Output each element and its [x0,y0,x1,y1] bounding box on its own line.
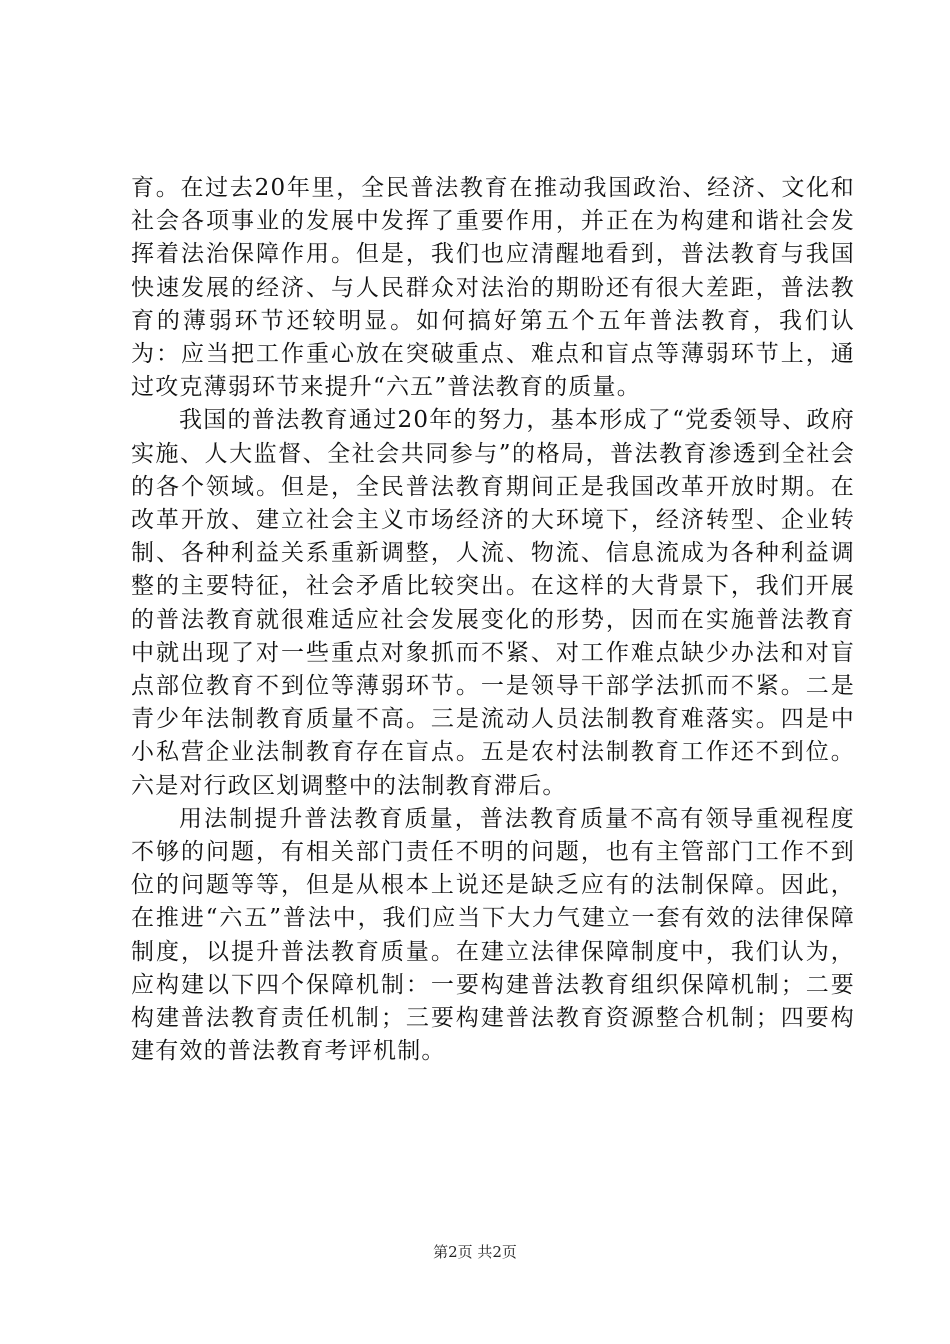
paragraph: 用法制提升普法教育质量，普法教育质量不高有领导重视程度不够的问题，有相关部门责任不明的问题，也有主管部门工作不到位的问题等等，但是从根本上说还是缺乏应有的法制保障。因此，在推进“六五”普法中，我们应当下大力气建立一套有效的法律保障制度，以提升普法教育质量。在建立法律保障制度中，我们认为，应构建以下四个保障机制：一要构建普法教育组织保障机制；二要构建普法教育责任机制；三要构建普法教育资源整合机制；四要构建有效的普法教育考评机制。 [131,805,855,1065]
document-body [131,172,855,1068]
paragraph: 我国的普法教育通过20年的努力，基本形成了“党委领导、政府实施、人大监督、全社会共同参与”的格局，普法教育渗透到全社会的各个领域。但是，全民普法教育期间正是我国改革开放时期。在改革开放、建立社会主义市场经济的大环境下，经济转型、企业转制、各种利益关系重新调整，人流、物流、信息流成为各种利益调整的主要特征，社会矛盾比较突出。在这样的大背景下，我们开展的普法教育就很难适应社会发展变化的形势，因而在实施普法教育中就出现了对一些重点对象抓而不紧、对工作难点缺少办法和对盲点部位教育不到位等薄弱环节。一是领导干部学法抓而不紧。二是青少年法制教育质量不高。三是流动人员法制教育难落实。四是中小私营企业法制教育存在盲点。五是农村法制教育工作还不到位。六是对行政区划调整中的法制教育滞后。 [131,407,855,799]
page-number-footer: 第2页 共2页 [433,1243,517,1261]
paragraph-continued: 育。在过去20年里，全民普法教育在推动我国政治、经济、文化和社会各项事业的发展中发挥了重要作用，并正在为构建和谐社会发挥着法治保障作用。但是，我们也应清醒地看到，普法教育与我国快速发展的经济、与人民群众对法治的期盼还有很大差距，普法教育的薄弱环节还较明显。如何搞好第五个五年普法教育，我们认为：应当把工作重心放在突破重点、难点和盲点等薄弱环节上，通过攻克薄弱环节来提升“六五”普法教育的质量。 [131,175,855,401]
